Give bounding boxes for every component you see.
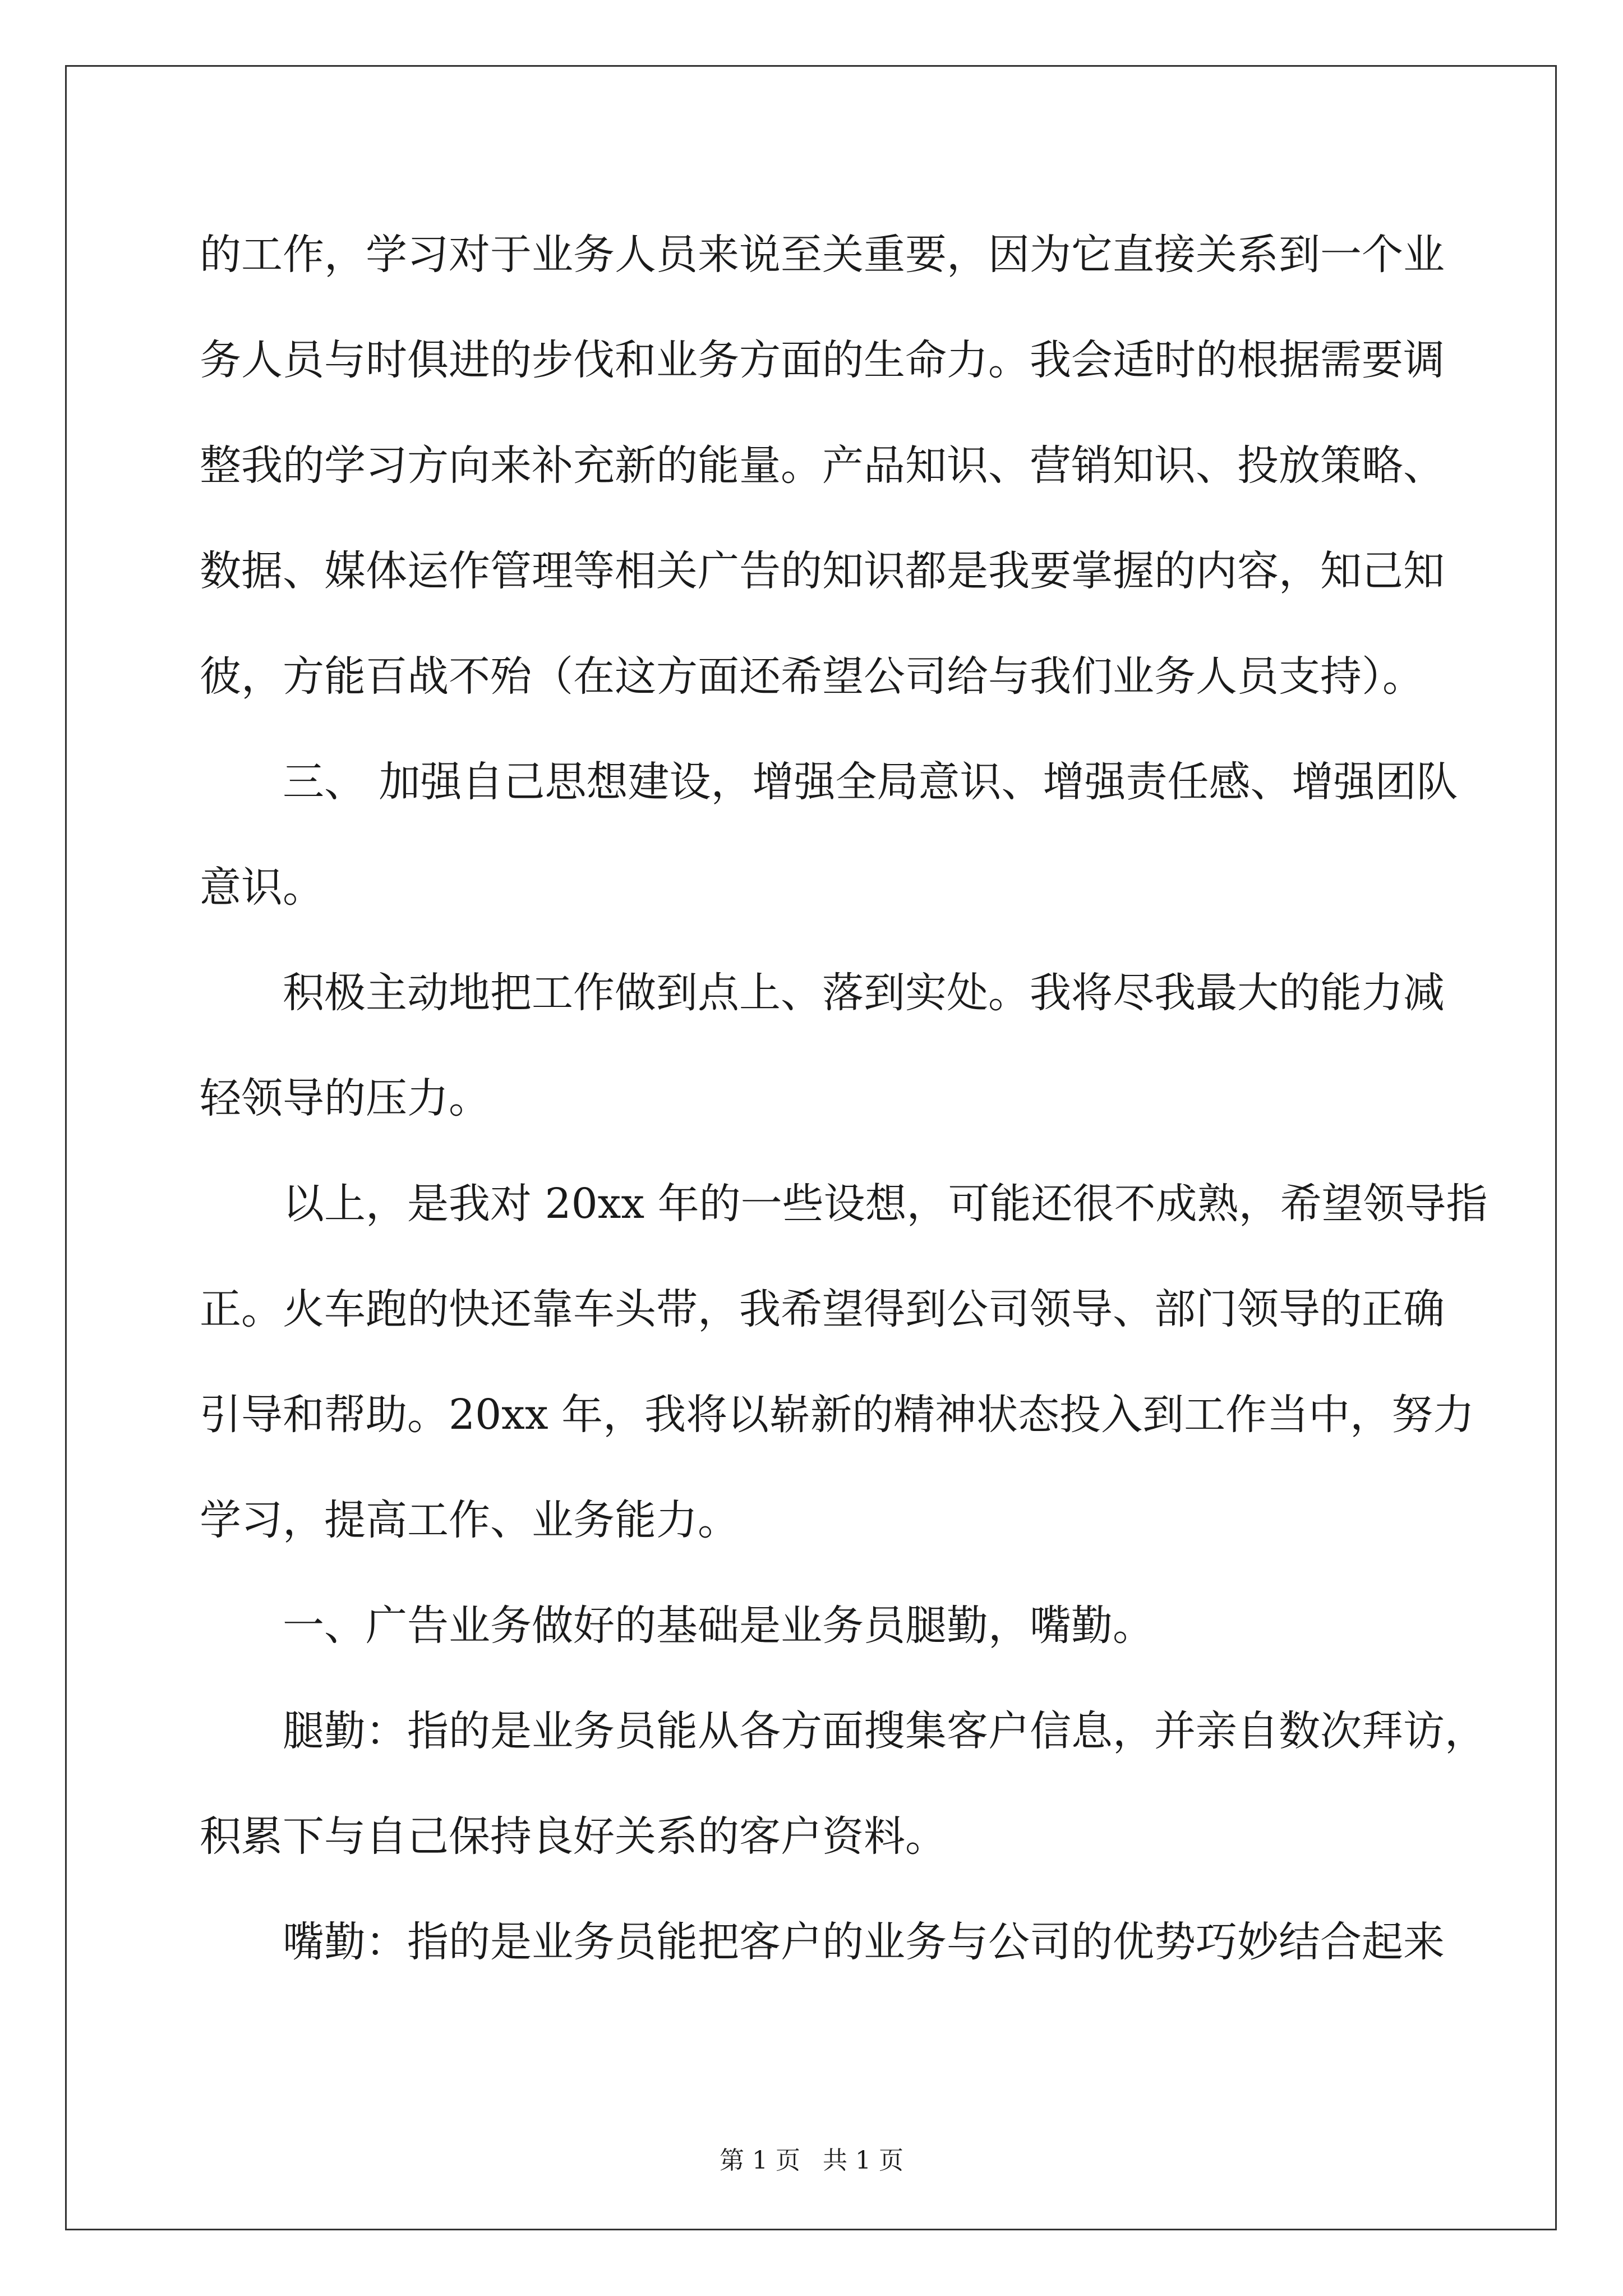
text-line: 意识。 bbox=[200, 863, 324, 912]
text-line: 引导和帮助。20xx 年，我将以崭新的精神状态投入到工作当中，努力 bbox=[200, 1391, 1475, 1439]
text-line: 轻领导的压力。 bbox=[200, 1074, 490, 1122]
text-line: 积极主动地把工作做到点上、落到实处。我将尽我最大的能力减 bbox=[283, 969, 1445, 1017]
page-number: 第 1 页 bbox=[720, 2146, 800, 2175]
document-body bbox=[200, 202, 1488, 1995]
text-line: 腿勤：指的是业务员能从各方面搜集客户信息，并亲自数次拜访， bbox=[283, 1707, 1486, 1755]
text-line: 务人员与时俱进的步伐和业务方面的生命力。我会适时的根据需要调 bbox=[200, 336, 1445, 384]
page-footer bbox=[0, 2140, 1623, 2176]
text-line: 积累下与自己保持良好关系的客户资料。 bbox=[200, 1812, 947, 1861]
text-line: 以上，是我对 20xx 年的一些设想，可能还很不成熟，希望领导指 bbox=[283, 1180, 1488, 1228]
text-line: 数据、媒体运作管理等相关广告的知识都是我要掌握的内容，知己知 bbox=[200, 547, 1445, 595]
text-line: 一、广告业务做好的基础是业务员腿勤，嘴勤。 bbox=[283, 1602, 1154, 1650]
text-line: 彼，方能百战不殆（在这方面还希望公司给与我们业务人员支持）。 bbox=[200, 652, 1424, 701]
text-line: 三、 加强自己思想建设，增强全局意识、增强责任感、增强团队 bbox=[283, 758, 1458, 806]
text-line: 正。火车跑的快还靠车头带，我希望得到公司领导、部门领导的正确 bbox=[200, 1285, 1445, 1333]
page-total: 共 1 页 bbox=[823, 2146, 903, 2175]
text-line: 的工作，学习对于业务人员来说至关重要，因为它直接关系到一个业 bbox=[200, 231, 1445, 279]
text-line: 学习，提高工作、业务能力。 bbox=[200, 1496, 739, 1544]
text-line: 整我的学习方向来补充新的能量。产品知识、营销知识、投放策略、 bbox=[200, 441, 1445, 490]
text-line: 嘴勤：指的是业务员能把客户的业务与公司的优势巧妙结合起来 bbox=[283, 1918, 1445, 1966]
